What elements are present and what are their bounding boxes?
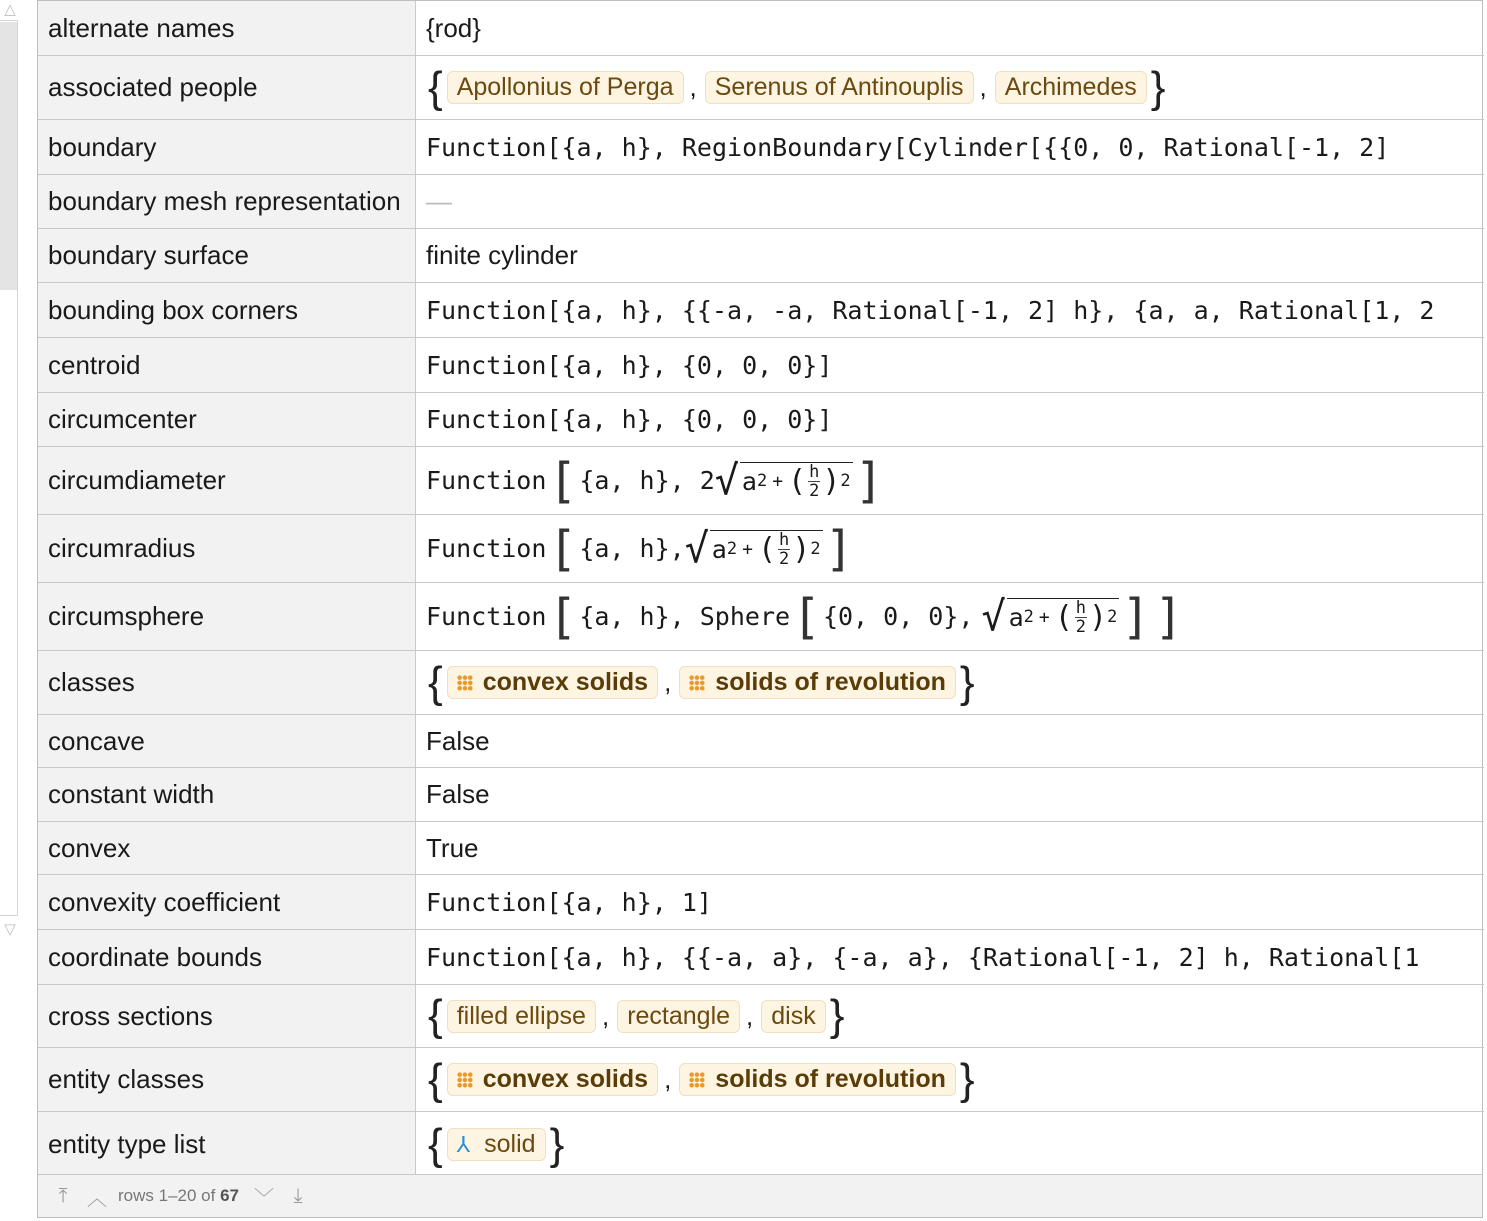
table-row: [38, 1047, 1484, 1111]
pager-bar: [38, 1174, 1482, 1217]
table-row: [38, 55, 1484, 119]
property-label: concave: [38, 715, 416, 767]
class-grid-icon: [689, 1072, 705, 1088]
sqrt-expression: √ a 2 + ( $\frac{h}{2}$ ) 2: [981, 593, 1118, 640]
open-brace: {: [428, 62, 443, 112]
table-row: [38, 984, 1484, 1047]
property-label: circumradius: [38, 515, 416, 582]
property-label: associated people: [38, 56, 416, 119]
property-value: Function[{a, h}, {{-a, -a, Rational[-1, 2] h}, {a, a, Rational[1, 2: [426, 295, 1435, 325]
sqrt-expression: √ a 2 + ( $\frac{h}{2}$ ) 2: [714, 457, 851, 504]
property-value: Function [ {a, h}, 2 √ a 2 + ( $\frac{h}{2}$ ) 2 ]: [426, 452, 884, 509]
scroll-up-icon[interactable]: △: [4, 1, 16, 18]
person-chip[interactable]: Apollonius of Perga: [447, 71, 684, 104]
property-value: Function[{a, h}, {0, 0, 0}]: [426, 405, 833, 434]
prev-page-icon[interactable]: ︿: [87, 1187, 107, 1210]
property-value: { ⅄ solid }: [428, 1119, 565, 1169]
property-label: circumsphere: [38, 583, 416, 650]
class-grid-icon: [457, 1072, 473, 1088]
type-chip[interactable]: ⅄ solid: [447, 1128, 546, 1161]
property-value: { Apollonius of Perga , Serenus of Antinouplis , Archimedes }: [428, 62, 1166, 112]
property-label: alternate names: [38, 1, 416, 55]
property-value: { filled ellipse , rectangle , disk }: [428, 991, 845, 1040]
property-label: constant width: [38, 768, 416, 821]
property-label: circumdiameter: [38, 447, 416, 514]
table-row: [38, 1111, 1484, 1177]
property-value: Function [ {a, h}, Sphere [ {0, 0, 0}, √ a 2 + ( $\frac{h}{2}$ ) 2 ] ]: [426, 588, 1184, 645]
property-label: boundary surface: [38, 229, 416, 282]
table-row: [38, 337, 1484, 392]
section-chip[interactable]: filled ellipse: [447, 1000, 596, 1033]
property-label: coordinate bounds: [38, 930, 416, 984]
property-value: finite cylinder: [426, 240, 578, 270]
property-value: False: [426, 725, 490, 756]
sphere-center: {0, 0, 0},: [822, 602, 974, 631]
table-row: [38, 446, 1484, 514]
property-value: Function [ {a, h}, √ a 2 + ( $\frac{h}{2}$ ) 2 ]: [426, 520, 854, 577]
person-chip[interactable]: Serenus of Antinouplis: [705, 71, 974, 104]
first-page-icon[interactable]: ⤒: [58, 1184, 68, 1207]
table-row: [38, 714, 1484, 767]
property-label: centroid: [38, 338, 416, 392]
property-value: {rod}: [426, 12, 481, 43]
property-label: boundary: [38, 120, 416, 174]
last-page-icon[interactable]: ⤓: [293, 1184, 303, 1207]
class-chip[interactable]: solids of revolution: [679, 1063, 956, 1096]
property-value: Function[{a, h}, {{-a, a}, {-a, a}, {Rational[-1, 2] h, Rational[1: [426, 942, 1420, 972]
property-label: boundary mesh representation: [38, 175, 416, 228]
pager-label: rows 1–20 of 67: [118, 1186, 239, 1205]
property-value: Function[{a, h}, RegionBoundary[Cylinder[{{0, 0, Rational[-1, 2]: [426, 132, 1390, 162]
scroll-thumb[interactable]: [0, 22, 17, 290]
table-row: [38, 767, 1484, 821]
property-label: bounding box corners: [38, 283, 416, 337]
class-chip[interactable]: convex solids: [447, 666, 658, 699]
property-value: { convex solids , solids of revolution }: [428, 1054, 975, 1104]
table-row: [38, 514, 1484, 582]
function-head: Function: [426, 534, 547, 563]
class-chip[interactable]: solids of revolution: [679, 666, 956, 699]
property-label: entity classes: [38, 1048, 416, 1111]
property-label: convexity coefficient: [38, 875, 416, 929]
section-chip[interactable]: disk: [761, 1000, 825, 1033]
function-args: {a, h}, Sphere: [579, 602, 791, 631]
property-value: Function[{a, h}, 1]: [426, 887, 712, 917]
solid-type-icon: ⅄: [456, 1132, 471, 1157]
property-label: cross sections: [38, 985, 416, 1047]
scroll-down-icon[interactable]: ▽: [4, 921, 16, 938]
section-chip[interactable]: rectangle: [617, 1000, 740, 1033]
table-row: [38, 174, 1484, 228]
table-row: [38, 228, 1484, 282]
person-chip[interactable]: Archimedes: [995, 71, 1147, 104]
function-head: Function: [426, 466, 547, 495]
table-row: [38, 282, 1484, 337]
missing-value: —: [426, 186, 452, 216]
property-value: Function[{a, h}, {0, 0, 0}]: [426, 350, 833, 380]
table-row: [38, 821, 1484, 874]
table-row: [38, 874, 1484, 929]
class-grid-icon: [457, 675, 473, 691]
function-args: {a, h},: [579, 534, 685, 563]
table-row: [38, 929, 1484, 984]
next-page-icon[interactable]: ﹀: [254, 1187, 274, 1210]
class-grid-icon: [689, 675, 705, 691]
table-row: [38, 650, 1484, 714]
table-row: [38, 1, 1484, 55]
properties-table: [37, 0, 1483, 1218]
property-value: False: [426, 779, 490, 809]
property-label: classes: [38, 651, 416, 714]
function-head: Function: [426, 602, 547, 631]
sqrt-expression: √ a 2 + ( $\frac{h}{2}$ ) 2: [684, 525, 821, 572]
class-chip[interactable]: convex solids: [447, 1063, 658, 1096]
vertical-scrollbar[interactable]: [0, 0, 20, 1221]
property-label: convex: [38, 822, 416, 874]
property-value: True: [426, 832, 479, 863]
property-label: circumcenter: [38, 393, 416, 446]
property-value: { convex solids , solids of revolution }: [428, 657, 975, 707]
function-args: {a, h}, 2: [579, 466, 715, 495]
close-brace: }: [1150, 62, 1166, 112]
property-label: entity type list: [38, 1112, 416, 1177]
table-row: [38, 582, 1484, 650]
table-row: [38, 119, 1484, 174]
table-row: [38, 392, 1484, 446]
